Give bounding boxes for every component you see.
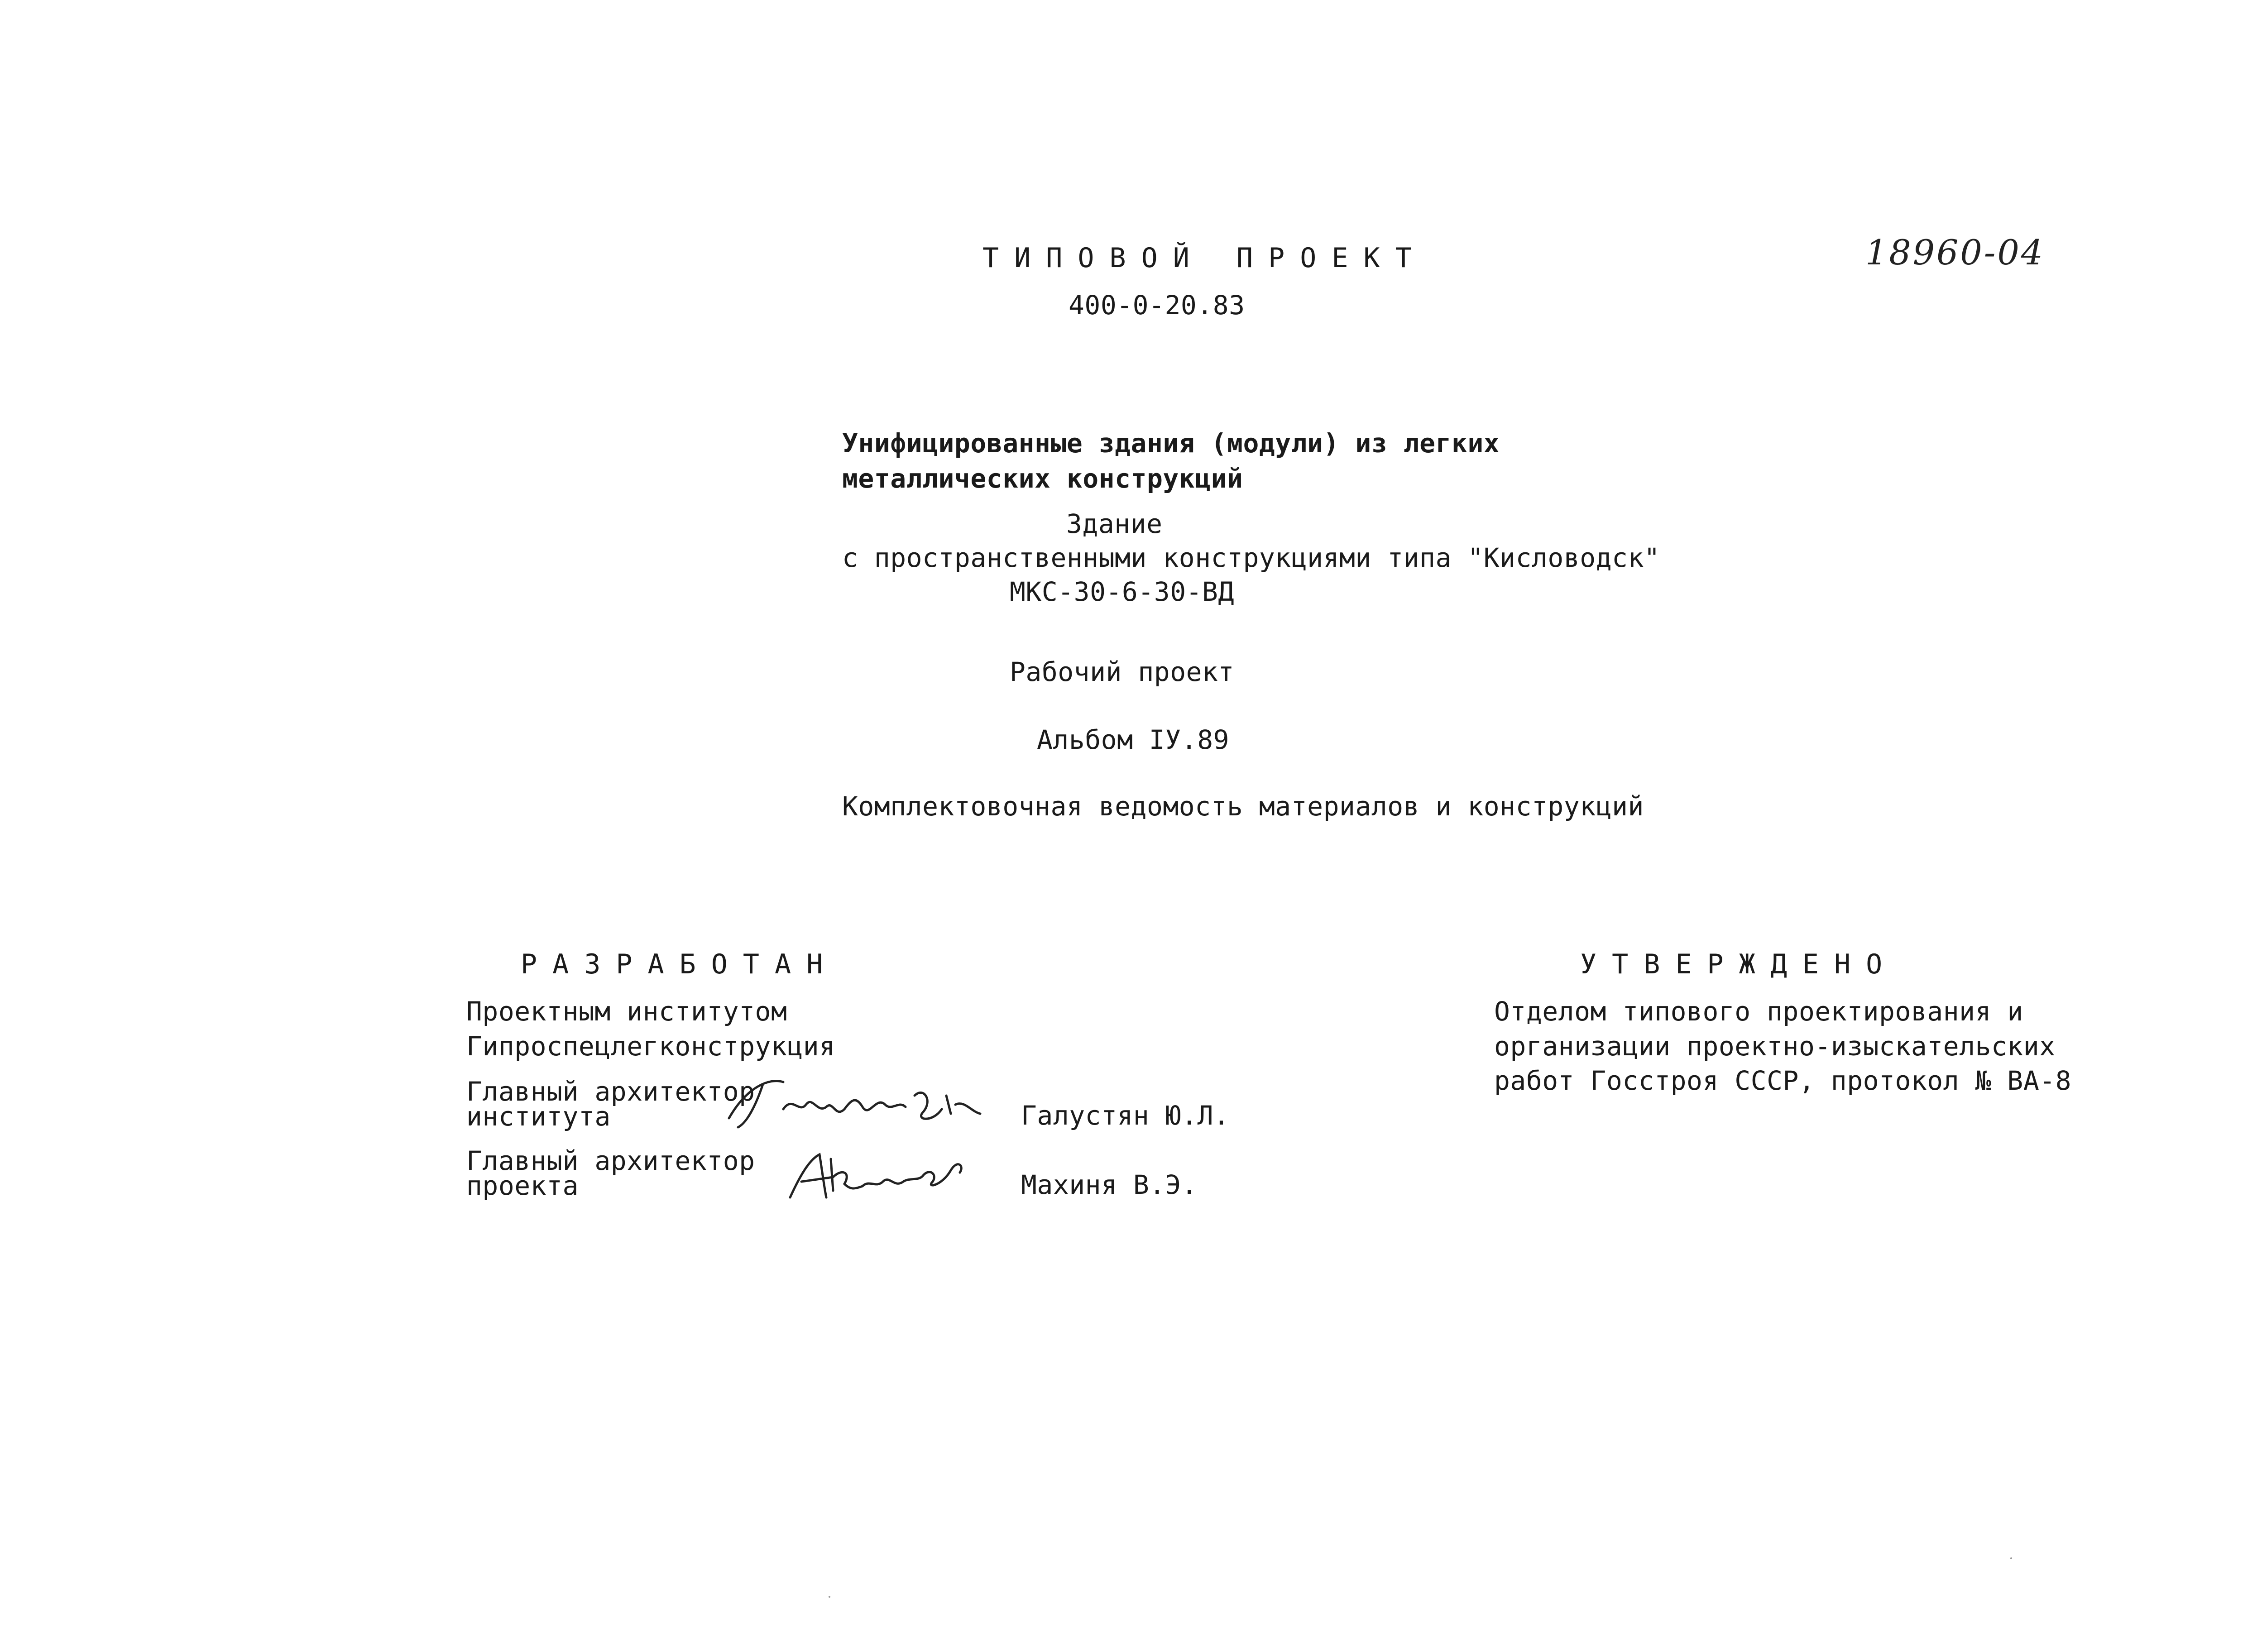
project-number: 400-0-20.83 bbox=[1069, 290, 1245, 321]
chief-architect-project-role-2: проекта bbox=[466, 1170, 579, 1201]
approved-line-2: организации проектно-изыскательских bbox=[1494, 1031, 2056, 1062]
album-number: Альбом IУ.89 bbox=[1037, 724, 1230, 755]
description-line-5: МКС-30-6-30-ВД bbox=[1010, 576, 1234, 607]
project-stage: Рабочий проект bbox=[1010, 656, 1234, 687]
approved-line-3: работ Госстроя СССР, протокол № ВА-8 bbox=[1494, 1065, 2072, 1096]
description-line-2: металлических конструкций bbox=[842, 463, 1243, 494]
chief-architect-project-name: Махиня В.Э. bbox=[1021, 1169, 1198, 1200]
developer-org-line-2: Гипроспецлегконструкция bbox=[466, 1031, 835, 1062]
chief-architect-institute-role-2: института bbox=[466, 1101, 611, 1132]
chief-architect-institute-name: Галустян Ю.Л. bbox=[1021, 1100, 1230, 1131]
developer-org-line-1: Проектным институтом bbox=[466, 996, 787, 1027]
scan-speck bbox=[829, 1596, 830, 1598]
signature-galustyan bbox=[720, 1068, 992, 1136]
album-contents: Комплектовочная ведомость материалов и конструкций bbox=[842, 791, 1644, 822]
approved-heading: УТВЕРЖДЕНО bbox=[1580, 948, 1898, 980]
description-line-4: с пространственными конструкциями типа "Кисловодск" bbox=[842, 542, 1660, 573]
developed-heading: РАЗРАБОТАН bbox=[521, 948, 839, 980]
approved-line-1: Отделом типового проектирования и bbox=[1494, 996, 2023, 1027]
signature-makhinya bbox=[783, 1145, 987, 1204]
chief-architect-institute-role-1: Главный архитектор bbox=[466, 1076, 755, 1107]
description-line-1: Унифицированные здания (модули) из легких bbox=[842, 428, 1500, 459]
chief-architect-project-role-1: Главный архитектор bbox=[466, 1145, 755, 1176]
scan-speck bbox=[2010, 1557, 2012, 1559]
inventory-number: 18960-04 bbox=[1865, 232, 2045, 273]
document-type-title: ТИПОВОЙ ПРОЕКТ bbox=[982, 242, 1427, 274]
description-line-3: Здание bbox=[1066, 508, 1163, 539]
